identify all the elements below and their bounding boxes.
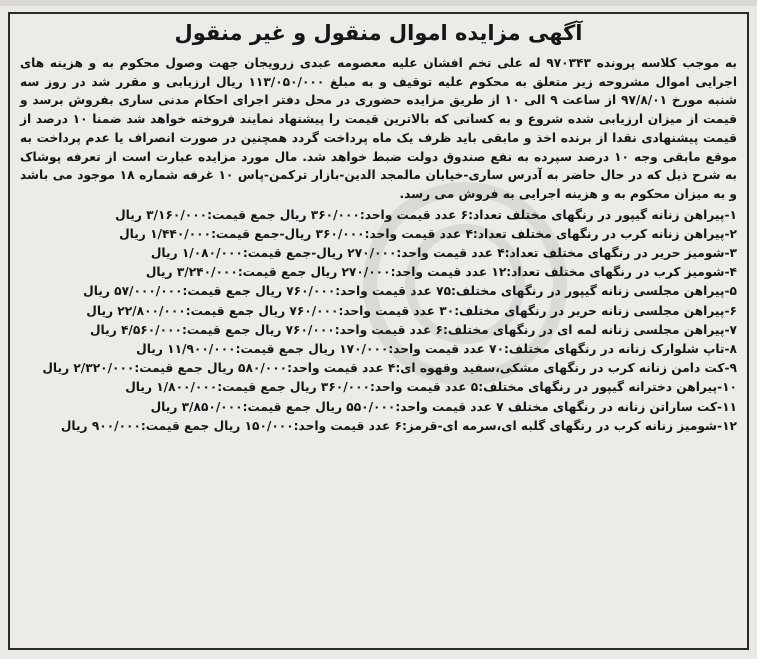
items-list	[20, 206, 737, 436]
list-item: ۸-تاپ شلوارک زنانه در رنگهای مختلف:۷۰ عدد قیمت واحد:۱۷۰/۰۰۰ ریال جمع قیمت:۱۱/۹۰۰/۰۰۰ ریال	[136, 342, 737, 357]
list-item: ۵-پیراهن مجلسی زنانه گیپور در رنگهای مختلف:۷۵ عدد قیمت واحد:۷۶۰/۰۰۰ ریال جمع قیمت:۵۷/۰۰۰/۰۰۰ ریال	[83, 284, 737, 299]
list-item: ۴-شومیز کرب در رنگهای مختلف تعداد:۱۲ عدد قیمت واحد:۲۷۰/۰۰۰ ریال جمع قیمت:۳/۲۴۰/۰۰۰ ریال	[145, 265, 737, 280]
list-item: ۶-پیراهن مجلسی زنانه حریر در رنگهای مختلف:۳۰ عدد قیمت واحد:۷۶۰/۰۰۰ ریال جمع قیمت:۲۲/۸۰۰/۰۰۰ ریال	[86, 303, 737, 318]
list-item: ۱۱-کت ساراتن زنانه در رنگهای مختلف ۷ عدد قیمت واحد:۵۵۰/۰۰۰ ریال جمع قیمت:۳/۸۵۰/۰۰۰ ریال	[150, 399, 737, 414]
auction-notice	[8, 12, 749, 650]
list-item: ۷-پیراهن مجلسی زنانه لمه ای در رنگهای مختلف:۶ عدد قیمت واحد:۷۶۰/۰۰۰ ریال جمع قیمت:۴/۵۶۰/۰۰۰ ریال	[89, 322, 737, 337]
list-item: ۳-شومیز حریر در رنگهای مختلف تعداد:۴ عدد قیمت واحد:۲۷۰/۰۰۰ ریال-جمع قیمت:۱/۰۸۰/۰۰۰ ریال	[150, 246, 737, 261]
list-item: ۱۲-شومیز زنانه کرب در رنگهای گلبه ای،سرمه ای-قرمز:۶ عدد قیمت واحد:۱۵۰/۰۰۰ ریال جمع قیمت:۹۰۰/۰۰۰ ریال	[60, 418, 737, 433]
page-title: آگهی مزایده اموال منقول و غیر منقول	[174, 21, 583, 45]
list-item: ۲-پیراهن زنانه کرب در رنگهای مختلف تعداد:۴ عدد قیمت واحد:۳۶۰/۰۰۰ ریال-جمع قیمت:۱/۴۴۰/۰۰۰ ریال	[119, 226, 737, 241]
list-item: ۱۰-پیراهن دخترانه گیپور در رنگهای مختلف:۵ عدد قیمت واحد:۳۶۰/۰۰۰ ریال جمع قیمت:۱/۸۰۰/۰۰۰ ریال	[125, 380, 737, 395]
scan-top-edge	[0, 0, 757, 6]
list-item: ۹-کت دامن زنانه کرب در رنگهای مشکی،سفید وقهوه ای:۴ عدد قیمت واحد:۵۸۰/۰۰۰ ریال جمع قیمت:۲/۳۲۰/۰۰۰ ریال	[42, 361, 737, 376]
intro-paragraph: به موجب کلاسه پرونده ۹۷۰۳۴۳ له علی تخم افشان علیه معصومه عبدی زرویجان جهت وصول محکوم به و هزینه های اجرایی اموال مشروحه زیر متعلق به محکوم علیه توقیف و به مبلغ ۱۱۳/۰۵۰/۰۰۰ ریال ارزیابی و مقرر شد در روز سه شنبه مورخ ۹۷/۸/۰۱ از ساعت ۹ الی ۱۰ از طریق مزایده حضوری در محل دفتر اجرای احکام مدنی ساری بفروش برسد و قیمت از میزان ارزیابی شده شروع و به کسانی که بالاترین قیمت را پیشنهاد نمایند فروخته خواهد شد ضمنا ۱۰ درصد از قیمت پیشنهادی نقدا از برنده اخذ و مابقی باید ظرف یک ماه پرداخت گردد همچنین در صورت انصراف یا عدم پرداخت به موقع مابقی وجه ۱۰ درصد سپرده به نفع صندوق دولت ضبط خواهد شد. مال مورد مزایده عبارت است از تعرفه پوشاک به شرح ذیل که در حال حاضر به آدرس ساری-خیابان مالمجد الدین-بازار ترکمن-پاس ۱۰ غرفه شماره ۱۸ موجود می باشد و به میزان محکوم به و هزینه اجرایی به فروش می رسد.	[20, 56, 737, 201]
list-item: ۱-پیراهن زنانه گیپور در رنگهای مختلف تعداد:۶ عدد قیمت واحد:۳۶۰/۰۰۰ ریال جمع قیمت:۳/۱۶۰/۰۰۰ ریال	[115, 207, 737, 222]
